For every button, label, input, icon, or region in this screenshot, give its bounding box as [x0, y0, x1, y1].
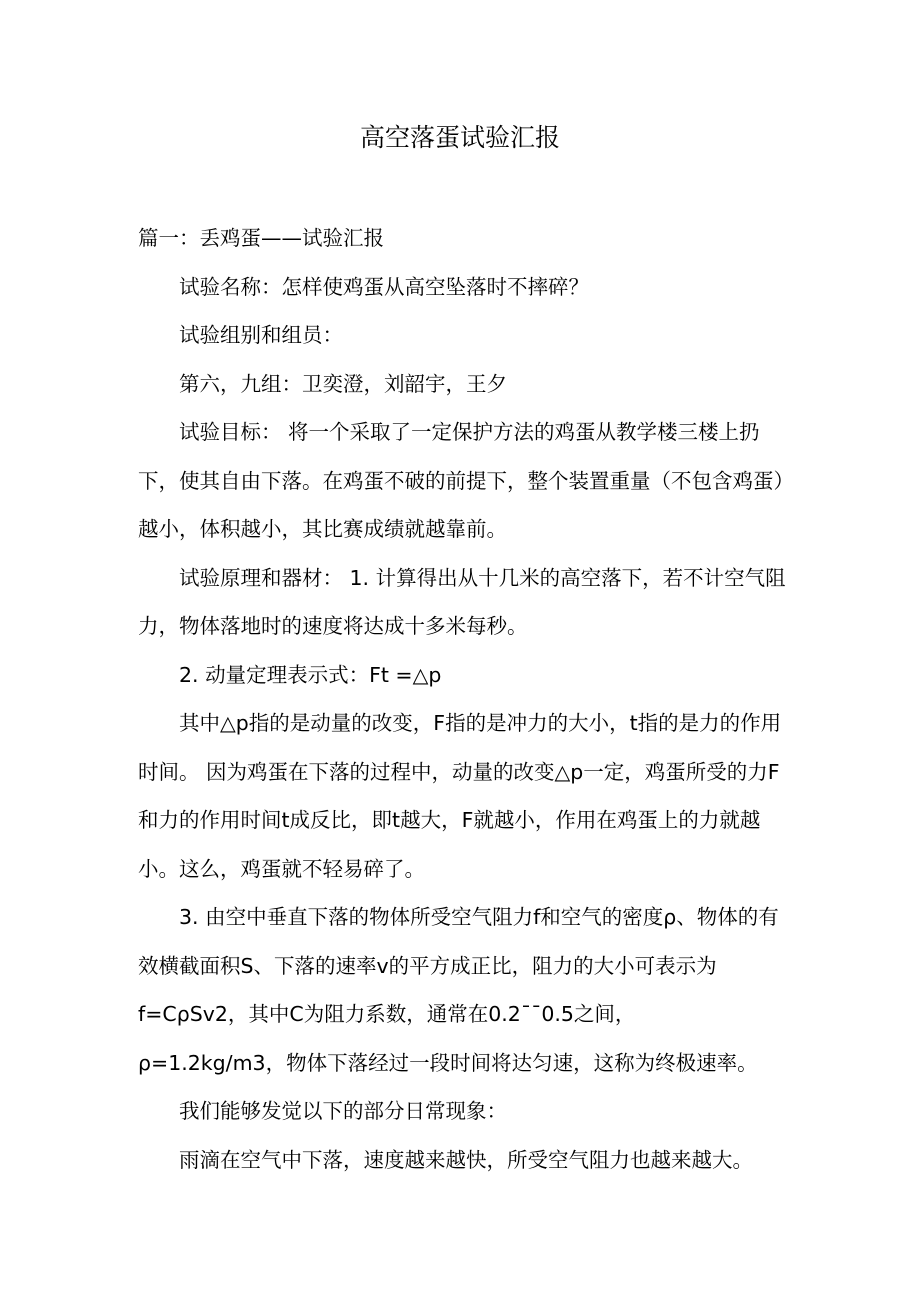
- document-title: 高空落蛋试验汇报: [359, 123, 560, 152]
- document-body: [138, 214, 786, 1184]
- paragraph-experiment-name: 试验名称：怎样使鸡蛋从高空坠落时不摔碎？: [179, 274, 589, 299]
- paragraph-principle-2: 2. 动量定理表示式：Ft =△p: [179, 662, 442, 687]
- paragraph-group-members: 第六，九组：卫奕澄，刘韶宇，王夕: [179, 371, 507, 396]
- paragraph-group-members-label: 试验组别和组员：: [179, 323, 343, 347]
- paragraph-observations-intro: 我们能够发觉以下的部分日常现象：: [179, 1099, 507, 1123]
- paragraph-momentum-explanation: 其中△p指的是动量的改变，F指的是冲力的大小，t指的是力的作用时间。 因为鸡蛋在下落的过程中，动量的改变△p一定，鸡蛋所受的力F和力的作用时间t成反比，即t越大，F就越小，作用在鸡蛋上的力就越小。这么，鸡蛋就不轻易碎了。: [138, 711, 782, 881]
- paragraph-principle-3: 3. 由空中垂直下落的物体所受空气阻力f和空气的密度ρ、物体的有效横截面积S、下落的速率v的平方成正比，阻力的大小可表示为 f=CρSv2，其中C为阻力系数，通常在0.2¯¯0.5之间， ρ=1.2kg/m3，物体下落经过一段时间将达匀速，这称为终极速率。: [138, 905, 779, 1075]
- paragraph-raindrop: 雨滴在空气中下落，速度越来越快，所受空气阻力也越来越大。: [179, 1147, 753, 1172]
- paragraph-objective: 试验目标： 将一个采取了一定保护方法的鸡蛋从教学楼三楼上扔下，使其自由下落。在鸡蛋不破的前提下，整个装置重量（不包含鸡蛋）越小，体积越小，其比赛成绩就越靠前。: [138, 420, 784, 541]
- section-heading: 篇一：丢鸡蛋——试验汇报: [138, 226, 384, 250]
- paragraph-principle-1: 试验原理和器材： 1. 计算得出从十几米的高空落下，若不计空气阻力，物体落地时的速度将达成十多米每秒。: [138, 565, 786, 638]
